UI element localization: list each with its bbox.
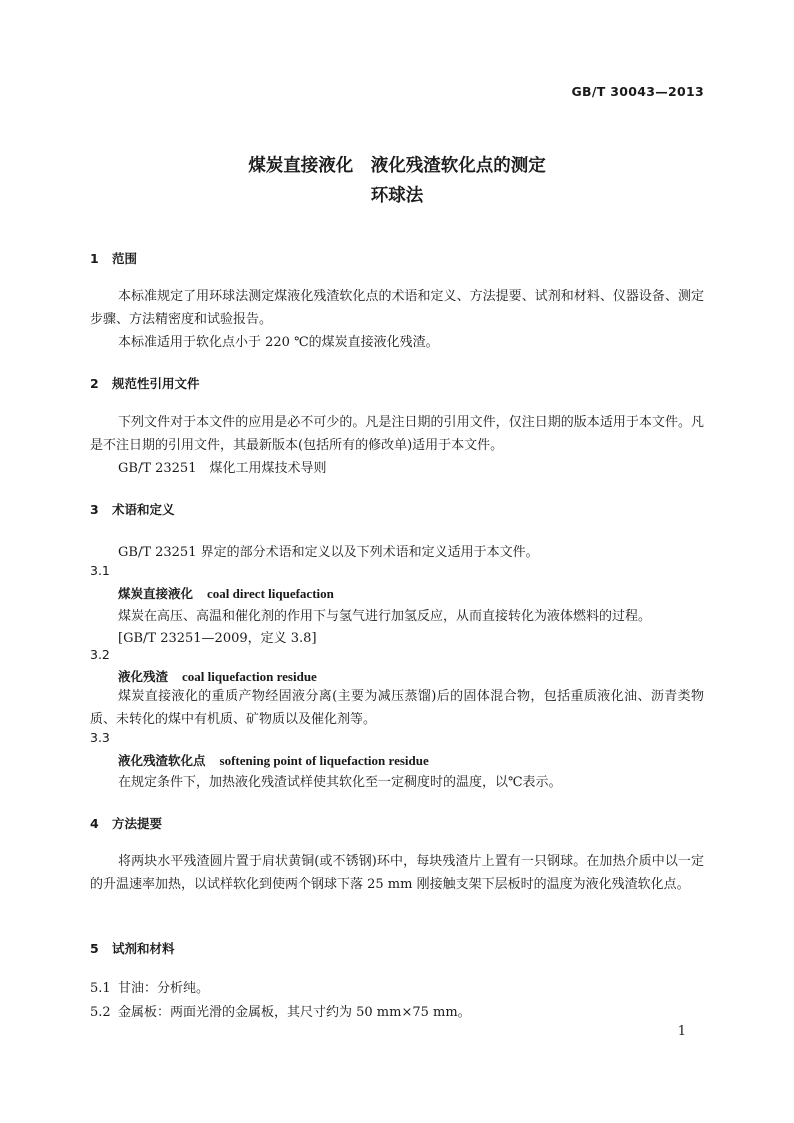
term-definition: 在规定条件下，加热液化残渣试样使其软化至一定稠度时的温度，以℃表示。 (118, 775, 562, 790)
paragraph: 本标准规定了用环球法测定煤液化残渣软化点的术语和定义、方法提要、试剂和材料、仪器设备、测定步骤、方法精密度和试验报告。 (90, 289, 704, 327)
term-en: coal liquefaction residue (182, 669, 317, 684)
section-heading-principle (90, 814, 162, 832)
term-zh: 液化残渣软化点 (118, 753, 206, 768)
page-number: 1 (677, 1024, 686, 1039)
section-number: 5 (90, 941, 99, 956)
standard-code: GB/T 30043—2013 (571, 84, 704, 99)
term-number: 3.3 (90, 730, 110, 745)
section-title: 规范性引用文件 (112, 376, 200, 391)
term-number: 3.1 (90, 563, 110, 578)
section-heading-terms (90, 500, 175, 518)
term-source: [GB/T 23251—2009，定义 3.8] (118, 631, 317, 646)
list-item (90, 1001, 471, 1020)
term-en: softening point of liquefaction residue (219, 753, 429, 768)
section-title: 方法提要 (112, 816, 163, 831)
term-heading (118, 667, 317, 685)
item-text: 金属板：两面光滑的金属板，其尺寸约为 50 mm×75 mm。 (118, 1005, 471, 1020)
paragraph: 下列文件对于本文件的应用是必不可少的。凡是注日期的引用文件，仅注日期的版本适用于本文件。凡是不注日期的引用文件，其最新版本(包括所有的修改单)适用于本文件。 (90, 415, 704, 453)
list-item (90, 977, 209, 996)
term-number: 3.2 (90, 647, 110, 662)
section-number: 2 (90, 376, 99, 391)
item-text: 甘油：分析纯。 (118, 981, 210, 996)
item-number: 5.2 (90, 1005, 111, 1020)
term-heading (118, 751, 429, 769)
item-number: 5.1 (90, 981, 111, 996)
term-definition: 煤炭在高压、高温和催化剂的作用下与氢气进行加氢反应，从而直接转化为液体燃料的过程。 (118, 609, 652, 624)
section-number: 3 (90, 502, 99, 517)
document-subtitle: 环球法 (370, 186, 424, 206)
document-title: 煤炭直接液化 液化残渣软化点的测定 (248, 156, 546, 176)
section-heading-reagents (90, 939, 175, 957)
term-en: coal direct liquefaction (207, 586, 334, 601)
section-title: 术语和定义 (112, 502, 175, 517)
section-title: 试剂和材料 (112, 941, 175, 956)
term-zh: 煤炭直接液化 (118, 586, 194, 601)
term-zh: 液化残渣 (118, 669, 169, 684)
term-heading (118, 584, 334, 602)
paragraph: GB/T 23251 界定的部分术语和定义以及下列术语和定义适用于本文件。 (118, 545, 539, 560)
section-heading-scope (90, 249, 137, 267)
paragraph: 本标准适用于软化点小于 220 ℃的煤炭直接液化残渣。 (118, 335, 439, 350)
section-heading-normative-references (90, 374, 200, 392)
section-number: 4 (90, 816, 99, 831)
term-definition: 煤炭直接液化的重质产物经固液分离(主要为减压蒸馏)后的固体混合物，包括重质液化油、沥青类物质、未转化的煤中有机质、矿物质以及催化剂等。 (90, 689, 704, 727)
section-number: 1 (90, 251, 99, 266)
paragraph: 将两块水平残渣圆片置于肩状黄铜(或不锈钢)环中，每块残渣片上置有一只钢球。在加热介质中以一定的升温速率加热，以试样软化到使两个钢球下落 25 mm 刚接触支架下层板时的温度为液化残渣软化点。 (90, 854, 704, 892)
section-title: 范围 (112, 251, 138, 266)
reference-item: GB/T 23251 煤化工用煤技术导则 (118, 461, 327, 476)
